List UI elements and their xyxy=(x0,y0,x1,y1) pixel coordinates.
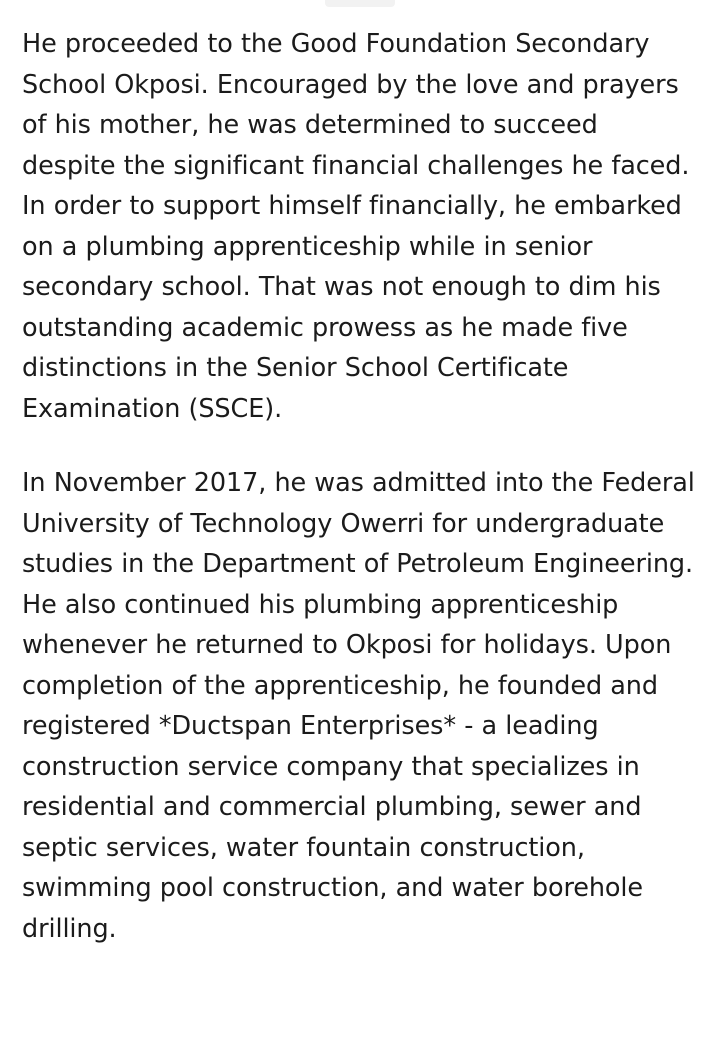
paragraph-1: He proceeded to the Good Foundation Secondary School Okposi. Encouraged by the love and prayers of his mother, he was determined to succeed despite the significant financial challenges he faced. In order to support himself financially, he embarked on a plumbing apprenticeship while in senior secondary school. That was not enough to dim his outstanding academic prowess as he made five distinctions in the Senior School Certificate Examination (SSCE). xyxy=(22,29,690,424)
article-body xyxy=(22,24,698,949)
paragraph-2: In November 2017, he was admitted into the Federal University of Technology Owerri for undergraduate studies in the Department of Petroleum Engineering. He also continued his plumbing apprenticeship whenever he returned to Okposi for holidays. Upon completion of the apprenticeship, he founded and registered *Ductspan Enterprises* - a leading construction service company that specializes in residential and commercial plumbing, sewer and septic services, water fountain construction, swimming pool construction, and water borehole drilling. xyxy=(22,468,695,944)
status-bar-notch xyxy=(325,0,395,7)
